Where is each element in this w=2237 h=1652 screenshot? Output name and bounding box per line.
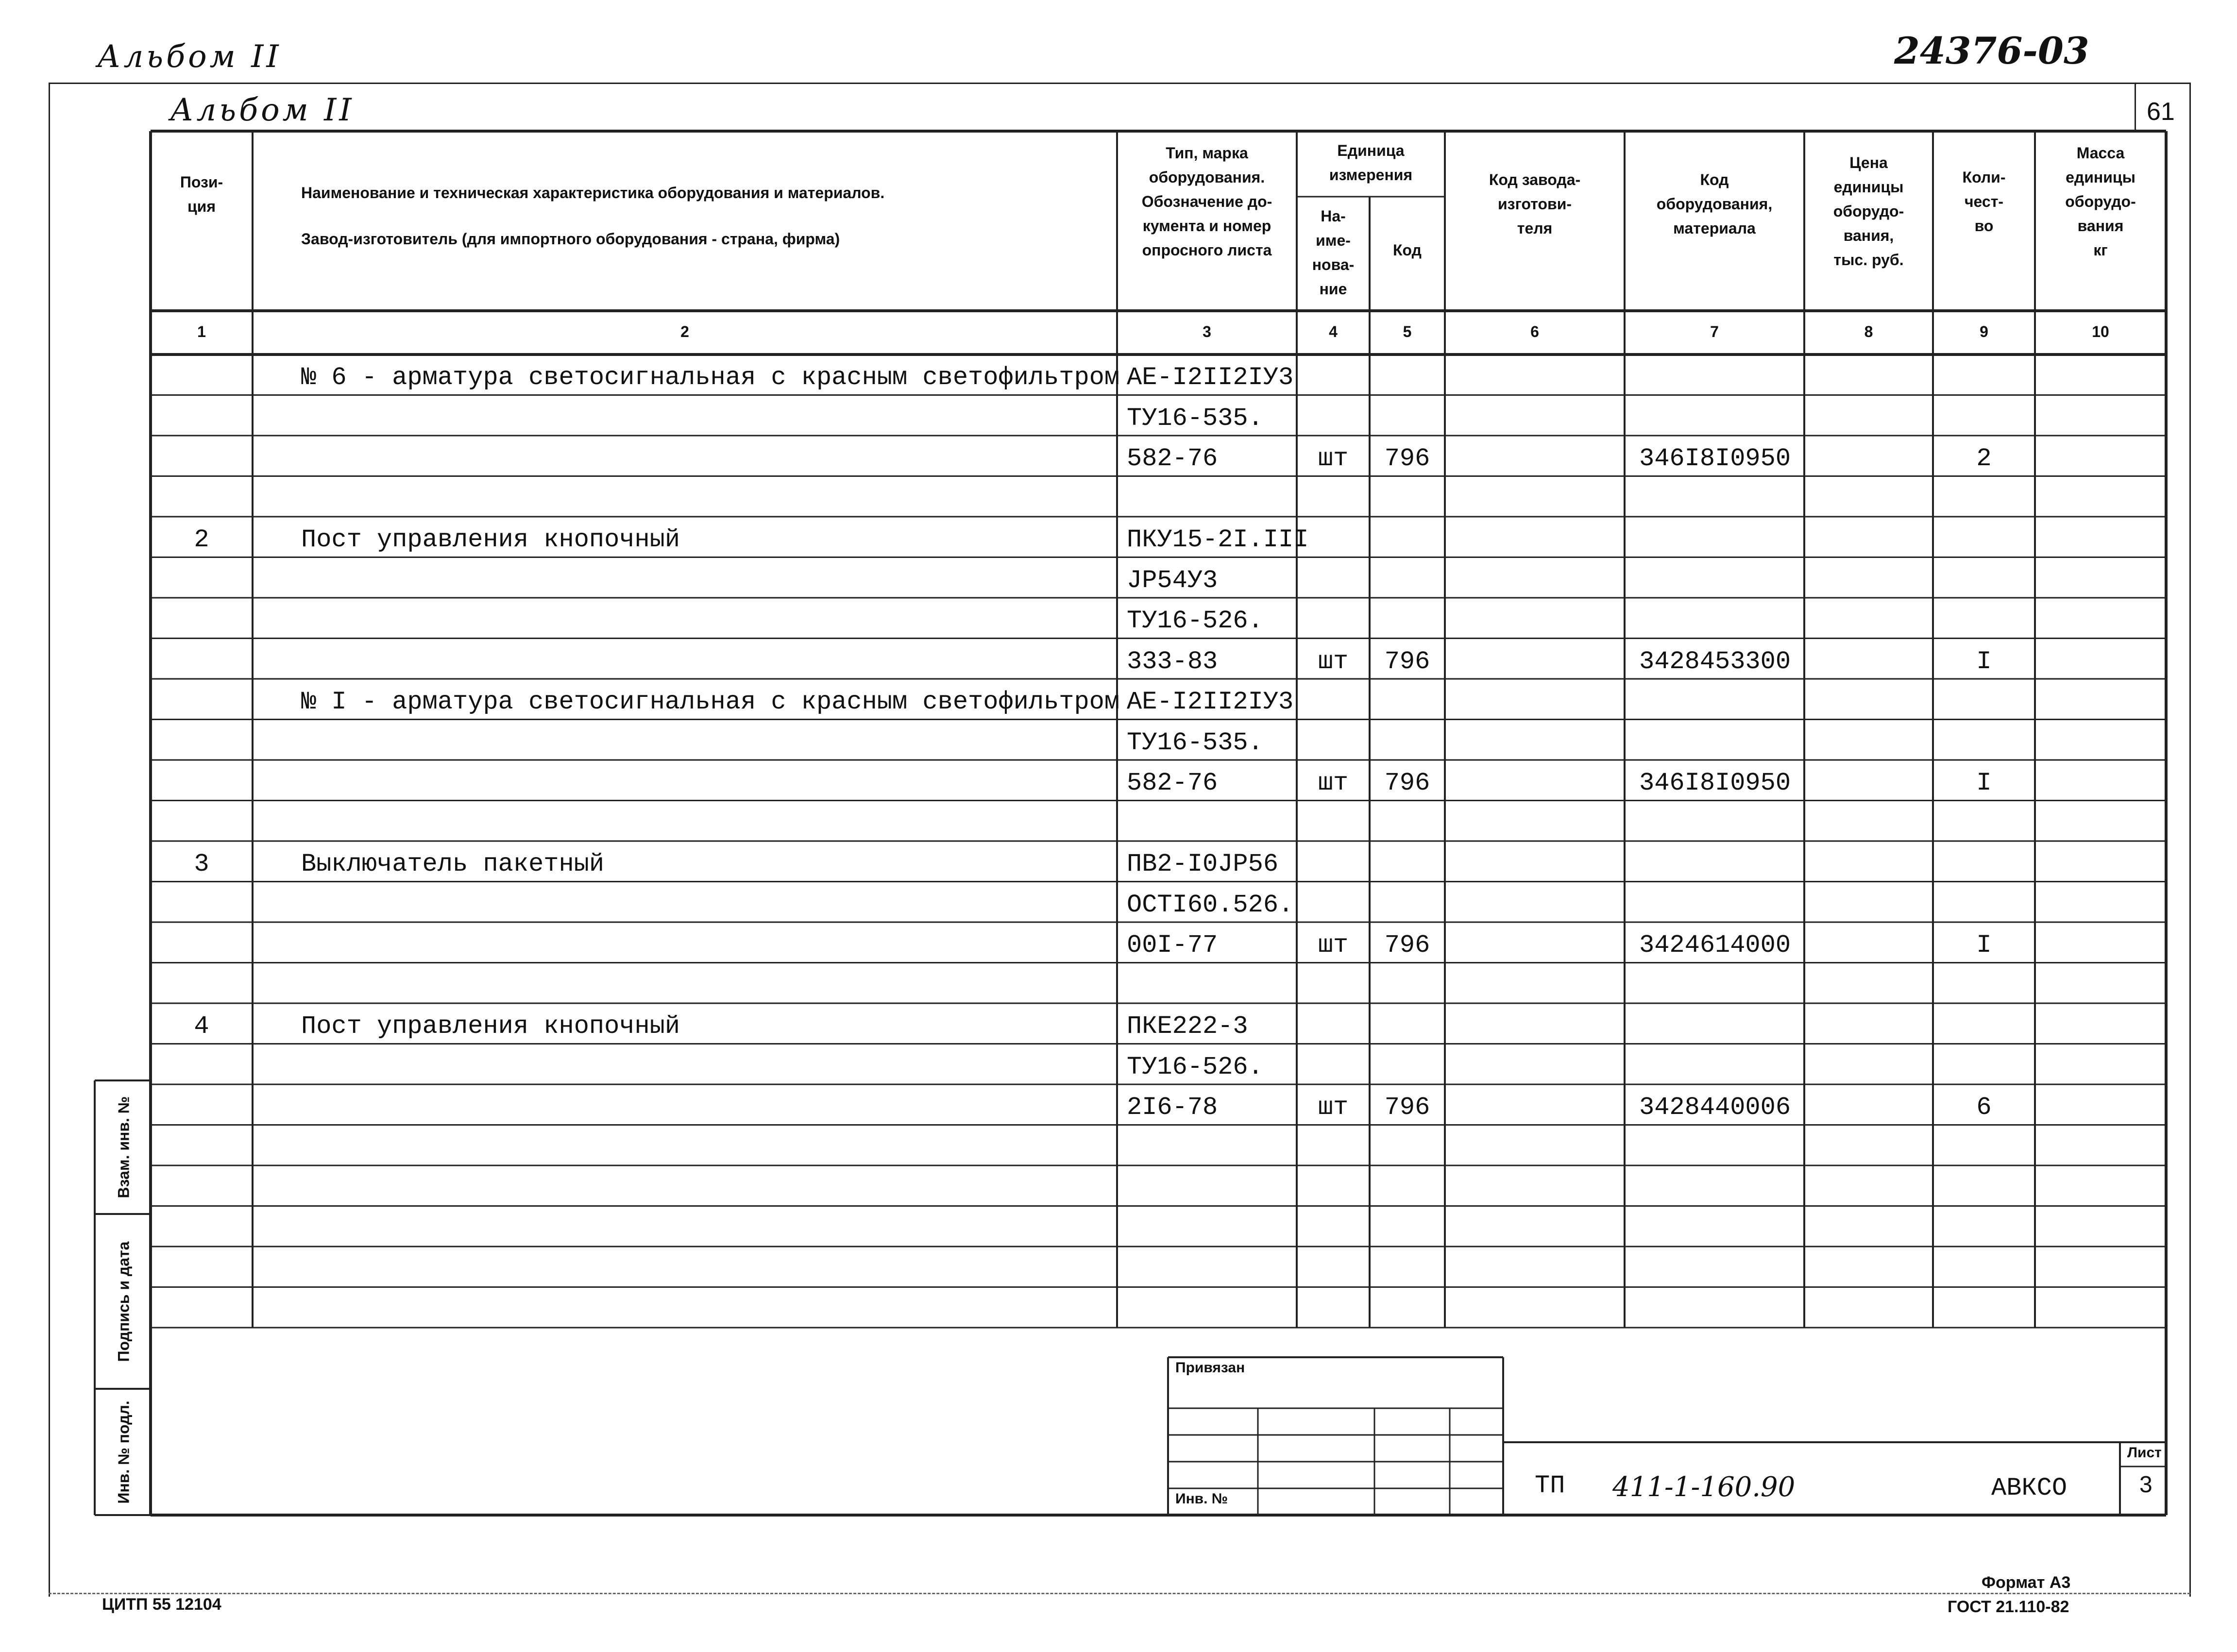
cell-name: Пост управления кнопочный	[301, 525, 680, 554]
cell-type: 582-76	[1127, 769, 1218, 797]
cell-equipment-code: 346I8I0950	[1639, 769, 1791, 797]
cell-position: 4	[194, 1012, 209, 1041]
footer-format: Формат А3	[1982, 1573, 2071, 1592]
footer-gost: ГОСТ 21.110-82	[1948, 1598, 2069, 1616]
column-header-5: Код	[1393, 241, 1422, 259]
column-number-7: 7	[1710, 323, 1719, 340]
column-header-2: Наименование и техническая характеристика оборудования и материалов. Завод-изготовитель (для импортного оборудования - страна, фирма)	[301, 184, 885, 248]
column-number-9: 9	[1980, 323, 1988, 340]
side-label-text: Подпись и дата	[115, 1241, 133, 1362]
footer-left-code: ЦИТП 55 12104	[102, 1595, 221, 1614]
cell-type: ТУ16-526.	[1127, 1052, 1263, 1081]
cell-equipment-code: 346I8I0950	[1639, 444, 1791, 473]
sheet-number: 61	[2147, 98, 2175, 126]
column-number-5: 5	[1403, 323, 1412, 340]
cell-quantity: I	[1976, 931, 1992, 960]
cell-type: АЕ-I2II2IУ3	[1127, 688, 1294, 716]
column-number-2: 2	[680, 323, 689, 340]
top-left-album-mark: Альбом II	[97, 39, 282, 75]
side-label-text: Инв. № подл.	[115, 1400, 133, 1504]
column-number-10: 10	[2092, 323, 2109, 340]
cell-type: ТУ16-535.	[1127, 728, 1263, 757]
cell-unit-code: 796	[1384, 1093, 1430, 1122]
cell-name: Выключатель пакетный	[301, 850, 605, 878]
cell-equipment-code: 3428453300	[1639, 647, 1791, 676]
column-number-4: 4	[1329, 323, 1338, 340]
cell-type: ПКЕ222-3	[1127, 1012, 1248, 1041]
cell-type: ОСТI60.526.	[1127, 890, 1294, 919]
cell-unit-code: 796	[1384, 647, 1430, 676]
stamp-inv-label: Инв. №	[1175, 1491, 1228, 1507]
cell-type: 582-76	[1127, 444, 1218, 473]
cell-name: № I - арматура светосигнальная с красным светофильтром	[301, 688, 1120, 716]
cell-type: ТУ16-535.	[1127, 404, 1263, 433]
cell-unit-code: 796	[1384, 769, 1430, 797]
document-number-handwritten: 24376-03	[1894, 29, 2089, 72]
column-header-9: Коли- чест- во	[1962, 169, 2006, 235]
cell-quantity: 6	[1976, 1093, 1992, 1122]
cell-equipment-code: 3428440006	[1639, 1093, 1791, 1122]
cell-type: ПКУ15-2I.III	[1127, 525, 1309, 554]
cell-type: 333-83	[1127, 647, 1218, 676]
unit-group-header: Единица измерения	[1329, 142, 1413, 184]
cell-type: 00I-77	[1127, 931, 1218, 960]
cell-unit: шт	[1318, 647, 1349, 676]
column-header-1: Пози- ция	[180, 173, 223, 215]
column-header-10: Масса единицы оборудо- вания кг	[2065, 144, 2136, 259]
cell-type: ТУ16-526.	[1127, 607, 1263, 635]
side-label-text: Взам. инв. №	[115, 1096, 133, 1198]
stamp-bound-label: Привязан	[1175, 1360, 1245, 1376]
cell-type: ПВ2-I0JР56	[1127, 850, 1279, 878]
cell-quantity: I	[1976, 769, 1992, 797]
cell-unit: шт	[1318, 769, 1349, 797]
stamp-sheet-value: 3	[2139, 1472, 2152, 1498]
cell-name: № 6 - арматура светосигнальная с красным светофильтром	[301, 363, 1120, 392]
cell-type: JР54У3	[1127, 566, 1218, 595]
cell-equipment-code: 3424614000	[1639, 931, 1791, 960]
cell-name: Пост управления кнопочный	[301, 1012, 680, 1041]
cell-type: АЕ-I2II2IУ3	[1127, 363, 1294, 392]
stamp-project: ТП	[1535, 1471, 1565, 1500]
inner-album-mark: Альбом II	[170, 92, 355, 128]
cell-quantity: 2	[1976, 444, 1992, 473]
column-number-3: 3	[1203, 323, 1211, 340]
stamp-doc-number: 411-1-160.90	[1612, 1471, 1796, 1503]
cell-unit: шт	[1318, 444, 1349, 473]
cell-position: 3	[194, 850, 209, 878]
side-label-0	[97, 1080, 151, 1214]
stamp-code: АВКСО	[1991, 1474, 2068, 1502]
stamp-sheet-label: Лист	[2127, 1445, 2162, 1461]
cell-type: 2I6-78	[1127, 1093, 1218, 1122]
column-header-4: На- име- нова- ние	[1312, 207, 1355, 298]
column-number-1: 1	[197, 323, 206, 340]
column-header-7: Код оборудования, материала	[1656, 171, 1773, 237]
cell-unit: шт	[1318, 931, 1349, 960]
cell-quantity: I	[1976, 647, 1992, 676]
cell-unit: шт	[1318, 1093, 1349, 1122]
column-header-6: Код завода- изготови- теля	[1489, 171, 1581, 237]
side-label-2	[97, 1389, 151, 1515]
column-header-8: Цена единицы оборудо- вания, тыс. руб.	[1833, 154, 1904, 269]
column-number-6: 6	[1530, 323, 1539, 340]
column-header-3: Тип, марка оборудования. Обозначение до- кумента и номер опросного листа	[1141, 144, 1272, 259]
column-number-8: 8	[1864, 323, 1873, 340]
cell-unit-code: 796	[1384, 444, 1430, 473]
cell-unit-code: 796	[1384, 931, 1430, 960]
cell-position: 2	[194, 525, 209, 554]
side-label-1	[97, 1214, 151, 1389]
